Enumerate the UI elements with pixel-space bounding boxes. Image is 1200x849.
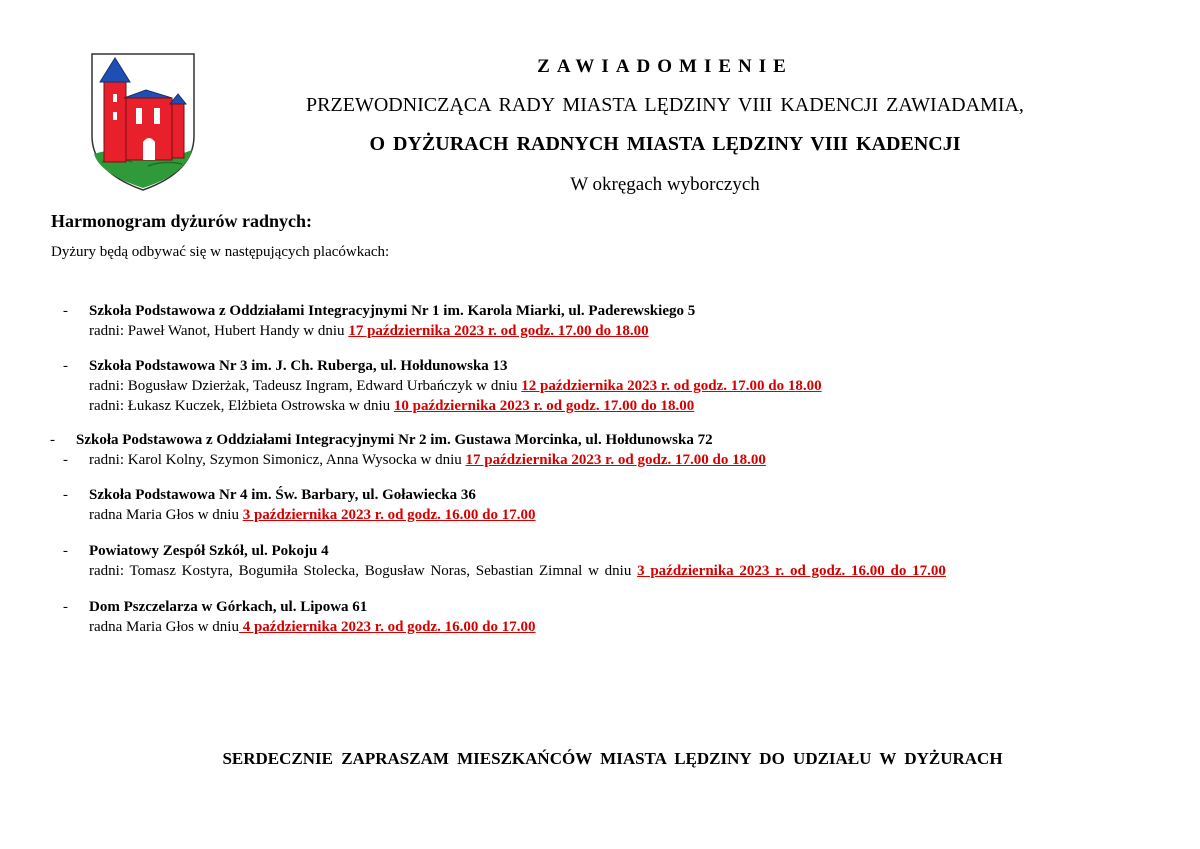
schedule-entry xyxy=(63,485,536,525)
list-dash: - xyxy=(63,303,68,319)
document-title: ZAWIADOMIENIE xyxy=(537,56,793,77)
coat-of-arms-logo xyxy=(88,50,198,192)
duty-date: 12 października 2023 r. od godz. 17.00 do 18.00 xyxy=(521,378,822,394)
councillor-line xyxy=(89,396,822,416)
venue-name: Szkoła Podstawowa Nr 3 im. J. Ch. Ruberga, ul. Hołdunowska 13 xyxy=(89,358,508,374)
councillor-line xyxy=(89,376,822,396)
list-dash: - xyxy=(63,487,68,503)
councillor-line xyxy=(89,617,536,637)
councillor-line xyxy=(89,505,536,525)
header-line-subject: O DYŻURACH RADNYCH MIASTA LĘDZINY VIII KADENCJI xyxy=(369,133,961,155)
councillor-line xyxy=(63,450,766,470)
list-dash: - xyxy=(63,452,68,468)
list-dash: - xyxy=(63,358,68,374)
councillor-names: radna Maria Głos w dniu xyxy=(89,507,243,523)
councillor-names: radna Maria Głos w dniu xyxy=(89,619,239,635)
councillor-names: radni: Łukasz Kuczek, Elżbieta Ostrowska w dniu xyxy=(89,398,394,414)
duty-date: 17 października 2023 r. od godz. 17.00 do 18.00 xyxy=(348,323,649,339)
councillor-line xyxy=(89,561,946,581)
list-dash: - xyxy=(50,432,55,448)
schedule-entry xyxy=(63,301,696,341)
list-dash: - xyxy=(63,599,68,615)
invitation-footer: SERDECZNIE ZAPRASZAM MIESZKAŃCÓW MIASTA LĘDZINY DO UDZIAŁU W DYŻURACH xyxy=(222,749,1003,768)
duty-date: 3 października 2023 r. od godz. 16.00 do 17.00 xyxy=(637,563,946,579)
councillor-names: radni: Bogusław Dzierżak, Tadeusz Ingram, Edward Urbańczyk w dniu xyxy=(89,378,522,394)
duty-date: 10 października 2023 r. od godz. 17.00 do 18.00 xyxy=(393,398,695,414)
header-line-districts: W okręgach wyborczych xyxy=(570,174,760,195)
councillor-line xyxy=(89,321,695,341)
venue-name: Powiatowy Zespół Szkół, ul. Pokoju 4 xyxy=(89,543,329,559)
schedule-entry xyxy=(63,597,536,637)
councillor-names: radni: Tomasz Kostyra, Bogumiła Stolecka, Bogusław Noras, Sebastian Zimnal w dniu xyxy=(89,563,638,579)
schedule-entry xyxy=(50,430,766,470)
venue-name: Dom Pszczelarza w Górkach, ul. Lipowa 61 xyxy=(89,599,368,615)
councillor-names: radni: Paweł Wanot, Hubert Handy w dniu xyxy=(89,323,349,339)
duty-date: 17 października 2023 r. od godz. 17.00 do 18.00 xyxy=(465,452,766,468)
venue-name: Szkoła Podstawowa z Oddziałami Integracyjnymi Nr 1 im. Karola Miarki, ul. Paderewskiego 5 xyxy=(89,303,696,319)
schedule-entry xyxy=(63,356,822,416)
schedule-entry xyxy=(63,541,946,581)
venue-name: Szkoła Podstawowa Nr 4 im. Św. Barbary, ul. Goławiecka 36 xyxy=(89,487,476,503)
duty-date: 4 października 2023 r. od godz. 16.00 do 17.00 xyxy=(238,619,536,635)
duty-date: 3 października 2023 r. od godz. 16.00 do 17.00 xyxy=(242,507,536,523)
schedule-heading: Harmonogram dyżurów radnych: xyxy=(51,211,312,231)
header-line-announcement: PRZEWODNICZĄCA RADY MIASTA LĘDZINY VIII KADENCJI ZAWIADAMIA, xyxy=(306,94,1024,116)
schedule-intro: Dyżury będą odbywać się w następujących placówkach: xyxy=(51,244,390,260)
councillor-names: radni: Karol Kolny, Szymon Simonicz, Anna Wysocka w dniu xyxy=(89,452,466,468)
list-dash: - xyxy=(63,543,68,559)
venue-name: Szkoła Podstawowa z Oddziałami Integracyjnymi Nr 2 im. Gustawa Morcinka, ul. Hołdunowska 72 xyxy=(76,432,713,448)
